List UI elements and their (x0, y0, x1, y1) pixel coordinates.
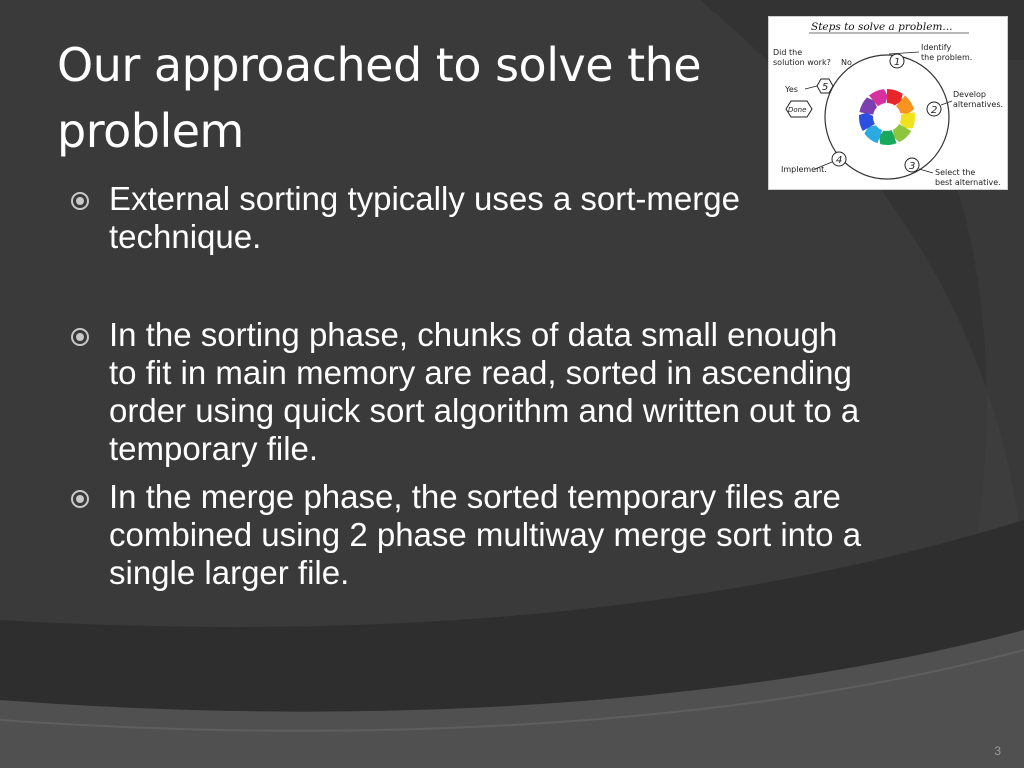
step-5-label-2: solution work? (773, 58, 831, 67)
step-2-label: Develop (953, 90, 986, 99)
done-label: Done (788, 106, 807, 114)
step-1-marker (890, 54, 904, 68)
bullet-item (70, 478, 870, 592)
step-2-label-2: alternatives. (953, 100, 1004, 109)
diagram-heading: Steps to solve a problem... (811, 21, 953, 33)
page-number: 3 (994, 744, 1001, 758)
bullet-item (70, 180, 870, 256)
color-arrow-ring (859, 89, 915, 145)
bullet-list (70, 180, 870, 592)
bullet-marker-icon (70, 191, 90, 211)
step-1-label-2: the problem. (921, 53, 973, 62)
yes-label: Yes (785, 85, 798, 94)
step-2-number: 2 (931, 105, 938, 116)
bullet-text: In the merge phase, the sorted temporary files are combined using 2 phase multiway merge sort into a single larger file. (109, 478, 862, 591)
no-label: No (841, 58, 852, 67)
step-5-label: Did the (773, 48, 803, 57)
step-5-number: 5 (822, 82, 829, 93)
step-5-marker (817, 79, 833, 93)
step-2-marker (927, 102, 941, 116)
step-3-marker (905, 158, 919, 172)
bullet-text: In the sorting phase, chunks of data small enough to fit in main memory are read, sorted in ascending order using quick sort algorithm and written out to a temporary file. (109, 316, 860, 467)
step-3-label-2: best alternative. (935, 178, 1001, 187)
step-1-number: 1 (894, 57, 901, 68)
step-3-label: Select the (935, 168, 976, 177)
step-4-marker (832, 152, 846, 166)
step-1-label: Identify (921, 43, 952, 52)
bullet-marker-icon (70, 327, 90, 347)
bullet-item (70, 316, 870, 468)
step-4-label: Implement. (781, 165, 827, 174)
slide-title: Our approached to solve the problem (57, 38, 702, 158)
steps-diagram-image (768, 16, 1008, 190)
step-3-number: 3 (909, 161, 916, 172)
step-4-number: 4 (836, 155, 843, 166)
bullet-marker-icon (70, 489, 90, 509)
bullet-text: External sorting typically uses a sort-merge technique. (109, 180, 740, 255)
